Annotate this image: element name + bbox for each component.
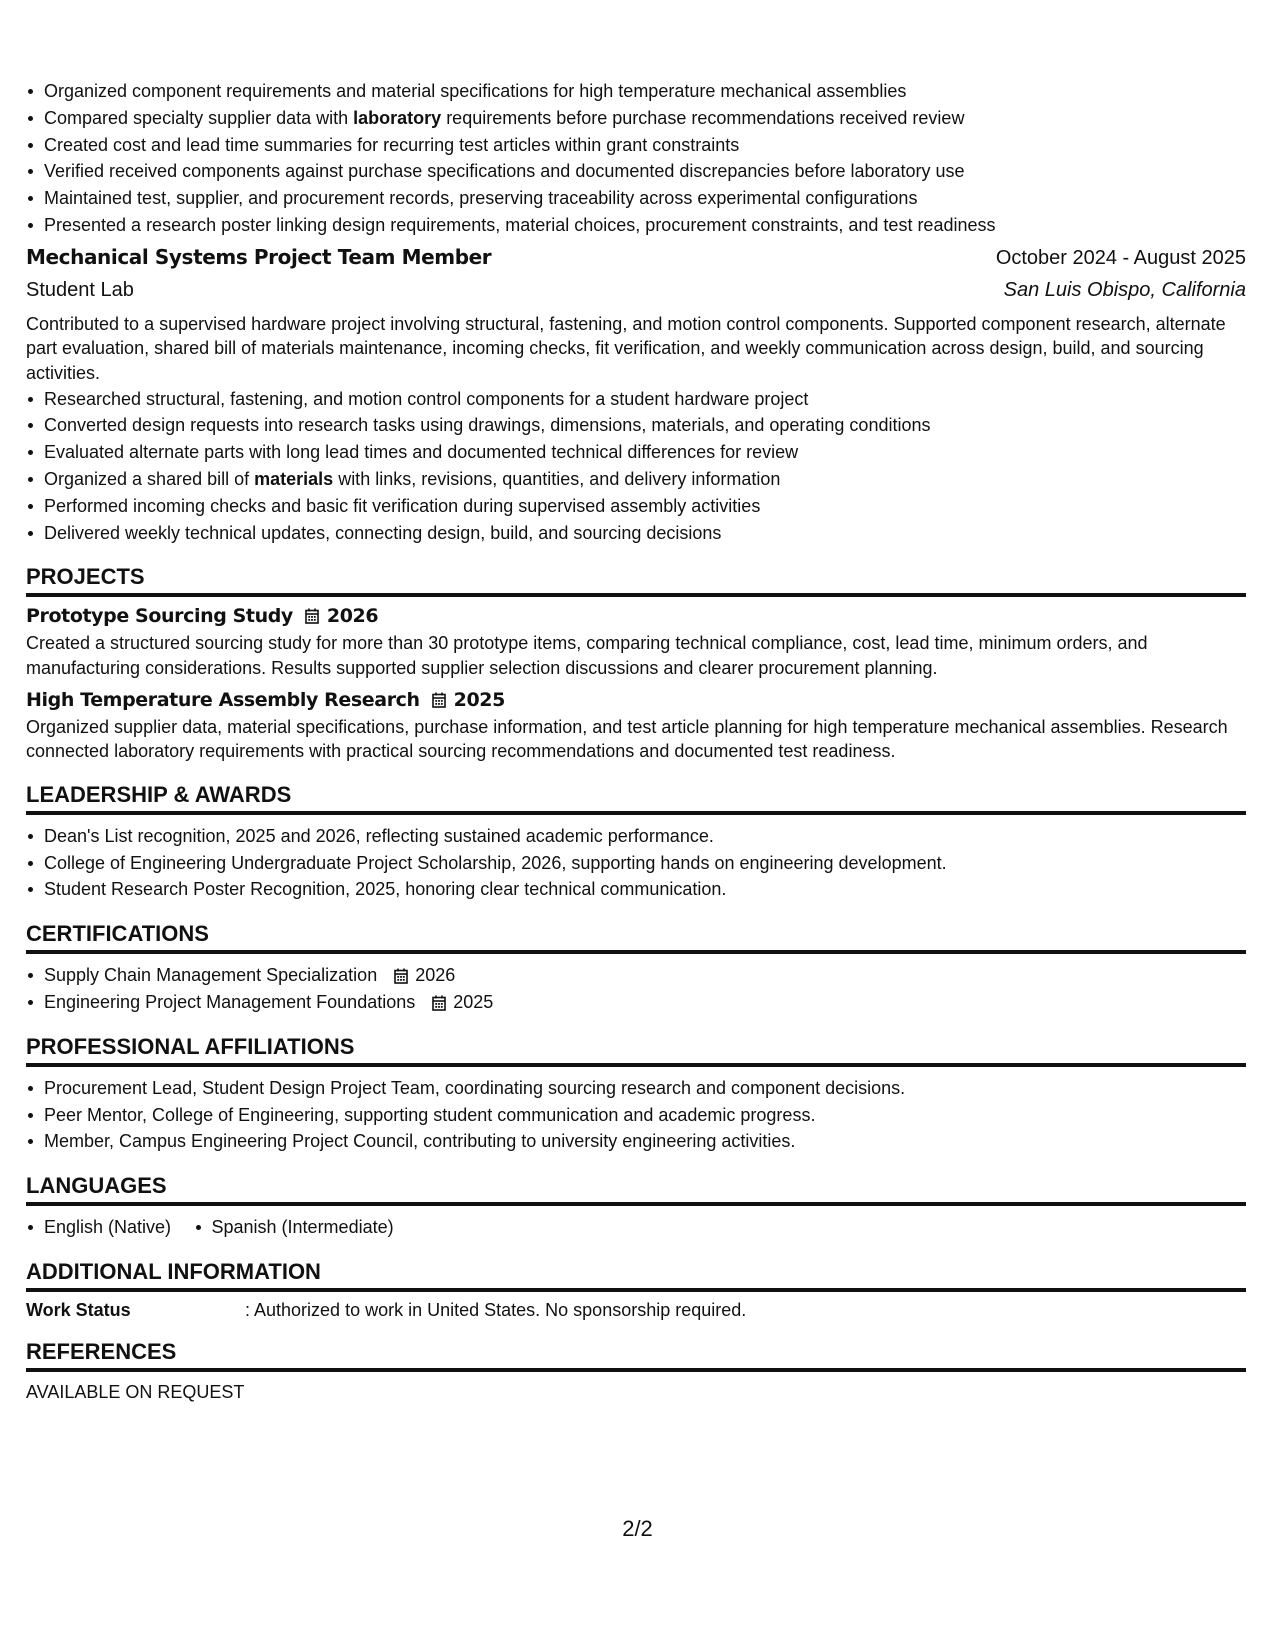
- list-item: Maintained test, supplier, and procurement records, preserving traceability across experimental configurations: [26, 185, 1246, 212]
- job-header: [26, 245, 1246, 270]
- section-heading-certifications: CERTIFICATIONS: [26, 921, 1246, 954]
- list-item: Researched structural, fastening, and motion control components for a student hardware project: [26, 386, 1246, 413]
- project-header: [26, 689, 1246, 711]
- list-item: Peer Mentor, College of Engineering, supporting student communication and academic progress.: [26, 1102, 1246, 1129]
- list-item: Organized component requirements and material specifications for high temperature mechanical assemblies: [26, 78, 1246, 105]
- references-text: AVAILABLE ON REQUEST: [26, 1381, 245, 1402]
- list-item: Presented a research poster linking design requirements, material choices, procurement constraints, and test readiness: [26, 212, 1246, 239]
- project-year: 2026: [326, 605, 379, 628]
- certification-name: Supply Chain Management Specialization: [44, 965, 378, 986]
- calendar-icon: [394, 968, 408, 984]
- previous-role-bullets: [26, 78, 1246, 239]
- calendar-icon: [432, 995, 446, 1011]
- list-item: Converted design requests into research tasks using drawings, dimensions, materials, and operating conditions: [26, 412, 1246, 439]
- certifications-list: [26, 962, 1246, 1016]
- job-dates: October 2024 - August 2025: [995, 246, 1246, 269]
- calendar-icon: [432, 692, 446, 708]
- project-description: Created a structured sourcing study for more than 30 prototype items, comparing technical compliance, cost, lead time, minimum orders, and manufacturing considerations. Results supported supplier selection discussions and clearer procurement planning.: [26, 633, 1148, 678]
- certification-year: 2026: [415, 965, 456, 986]
- language-item: English (Native): [26, 1214, 171, 1241]
- section-heading-references: REFERENCES: [26, 1339, 1246, 1372]
- work-status-label: Work Status: [26, 1299, 131, 1320]
- certification-year: 2025: [453, 991, 494, 1012]
- resume-page: [26, 78, 1246, 1403]
- work-status-value: : Authorized to work in United States. No sponsorship required.: [245, 1299, 747, 1320]
- certification-name: Engineering Project Management Foundations: [44, 991, 416, 1012]
- list-item: [26, 962, 1246, 989]
- project-title: High Temperature Assembly Research: [26, 688, 420, 711]
- list-item: Student Research Poster Recognition, 2025, honoring clear technical communication.: [26, 876, 1246, 903]
- list-item: College of Engineering Undergraduate Project Scholarship, 2026, supporting hands on engineering development.: [26, 850, 1246, 877]
- list-item: [26, 989, 1246, 1016]
- job-organization: Student Lab: [26, 278, 134, 301]
- page-number: 2/2: [622, 1516, 653, 1541]
- job-subheader: [26, 279, 1246, 302]
- project-header: [26, 605, 1246, 627]
- project-title: Prototype Sourcing Study: [26, 605, 293, 628]
- project-description: Organized supplier data, material specifications, purchase information, and test article planning for high temperature mechanical assemblies. Research connected laboratory requirements with practical sourcing recommendations and documented test readiness.: [26, 716, 1228, 762]
- project-year: 2025: [453, 688, 505, 711]
- job-title: Mechanical Systems Project Team Member: [26, 244, 492, 269]
- calendar-icon: [305, 608, 319, 624]
- section-heading-additional-info: ADDITIONAL INFORMATION: [26, 1259, 1246, 1292]
- project-item: [26, 689, 1246, 764]
- leadership-list: [26, 823, 1246, 903]
- affiliations-list: [26, 1075, 1246, 1155]
- language-item: Spanish (Intermediate): [194, 1214, 394, 1241]
- project-item: [26, 605, 1246, 680]
- list-item: Evaluated alternate parts with long lead times and documented technical differences for review: [26, 439, 1246, 466]
- list-item: Member, Campus Engineering Project Council, contributing to university engineering activities.: [26, 1128, 1246, 1155]
- list-item: Created cost and lead time summaries for recurring test articles within grant constraints: [26, 132, 1246, 159]
- list-item: Verified received components against purchase specifications and documented discrepancies before laboratory use: [26, 158, 1246, 185]
- section-heading-languages: LANGUAGES: [26, 1173, 1246, 1206]
- list-item: Organized a shared bill of materials with links, revisions, quantities, and delivery information: [26, 466, 1246, 493]
- work-status-row: [26, 1300, 1246, 1321]
- job-location: San Luis Obispo, California: [1003, 278, 1246, 301]
- section-heading-leadership: LEADERSHIP & AWARDS: [26, 782, 1246, 815]
- job-bullets: [26, 386, 1246, 547]
- list-item: Delivered weekly technical updates, connecting design, build, and sourcing decisions: [26, 520, 1246, 547]
- list-item: Compared specialty supplier data with laboratory requirements before purchase recommendations received review: [26, 105, 1246, 132]
- section-heading-affiliations: PROFESSIONAL AFFILIATIONS: [26, 1034, 1246, 1067]
- list-item: Dean's List recognition, 2025 and 2026, reflecting sustained academic performance.: [26, 823, 1246, 850]
- list-item: Performed incoming checks and basic fit verification during supervised assembly activities: [26, 493, 1246, 520]
- job-summary: Contributed to a supervised hardware project involving structural, fastening, and motion control components. Supported component research, alternate part evaluation, shared bill of materials maintenance, incoming checks, fit verification, and weekly communication across design, build, and sourcing activities.: [26, 313, 1226, 383]
- section-heading-projects: PROJECTS: [26, 564, 1246, 597]
- list-item: Procurement Lead, Student Design Project Team, coordinating sourcing research and component decisions.: [26, 1075, 1246, 1102]
- languages-list: [26, 1214, 1246, 1241]
